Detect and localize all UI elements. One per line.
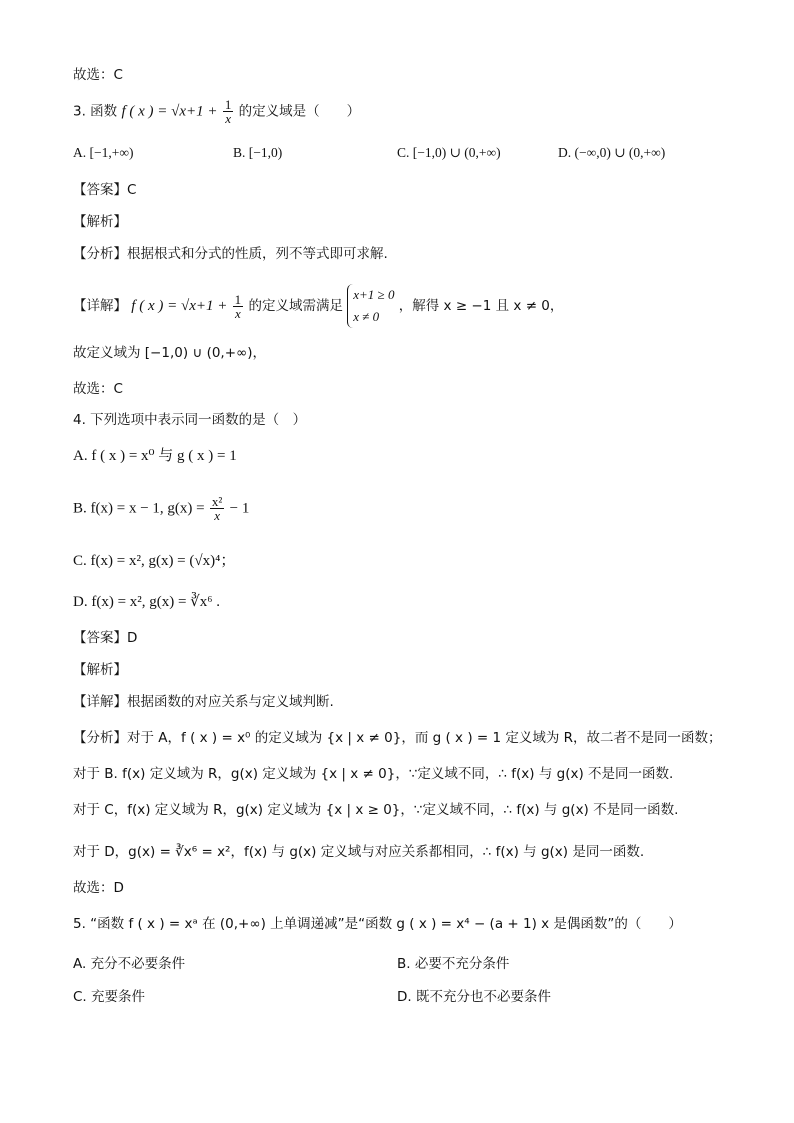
question-3-choice: 故选：C [73,381,123,397]
question-4-analysis-c: 对于 C，f(x) 定义域为 R，g(x) 定义域为 {x | x ≥ 0}，∵定义域不同，∴ f(x) 与 g(x) 不是同一函数. [73,802,679,818]
detail-result: ，解得 x ≥ −1 且 x ≠ 0， [398,298,564,314]
question-4-detail: 【详解】根据函数的对应关系与定义域判断. [73,694,334,710]
detail-label: 【详解】 [73,298,127,314]
question-3-number: 3. 函数 [73,103,118,120]
question-4-option-b [73,495,249,522]
detail-condition-text: 的定义域需满足 [248,298,343,314]
question-4-analysis-a: 【分析】对于 A，f ( x ) = x⁰ 的定义域为 {x | x ≠ 0}，而 g ( x ) = 1 定义域为 R，故二者不是同一函数； [73,730,722,746]
fraction-numerator: 1 [224,97,232,112]
question-3-analysis: 【分析】根据根式和分式的性质，列不等式即可求解. [73,246,388,262]
inequality-row-2: x ≠ 0 [353,309,380,324]
question-4-choice: 故选：D [73,880,124,896]
question-4-stem: 4. 下列选项中表示同一函数的是（ ） [73,412,307,428]
question-3-option-d: D. (−∞,0) ∪ (0,+∞) [558,145,666,160]
fraction-numerator: x² [211,494,223,509]
question-4-option-d: D. f(x) = x², g(x) = ∛x⁶ . [73,594,221,610]
question-4-analysis-b: 对于 B. f(x) 定义域为 R，g(x) 定义域为 {x | x ≠ 0}，∵定义域不同，∴ f(x) 与 g(x) 不是同一函数. [73,766,674,782]
option-b-tail: − 1 [229,500,250,517]
question-4-analysis-d: 对于 D，g(x) = ∛x⁶ = x²，f(x) 与 g(x) 定义域与对应关系都相同，∴ f(x) 与 g(x) 是同一函数. [73,844,645,860]
fraction-denominator: x [225,111,231,126]
question-5-option-d: D. 既不充分也不必要条件 [397,989,551,1005]
question-4-answer: 【答案】D [73,630,138,646]
inequality-system [347,284,394,328]
question-3-fraction [223,98,234,125]
question-5-option-a: A. 充分不必要条件 [73,956,186,972]
detail-fraction [233,293,244,320]
question-4-analysis-heading: 【解析】 [73,662,127,678]
fraction-numerator: 1 [234,291,242,307]
question-5-option-b: B. 必要不充分条件 [397,956,510,972]
question-3-option-c: C. [−1,0) ∪ (0,+∞) [397,145,501,160]
detail-function: f ( x ) = √x+1 + [131,298,228,314]
prev-answer-line: 故选：C [73,67,123,83]
question-3-analysis-heading: 【解析】 [73,214,127,230]
fraction-denominator: x [214,508,220,523]
question-4-option-a: A. f ( x ) = x⁰ 与 g ( x ) = 1 [73,448,237,464]
option-b-fraction [210,495,224,522]
question-4-option-c: C. f(x) = x², g(x) = (√x)⁴； [73,553,236,569]
question-3-domain: 故定义域为 [−1,0) ∪ (0,+∞)， [73,345,267,361]
question-3-option-a: A. [−1,+∞) [73,145,134,160]
option-b-expression: B. f(x) = x − 1, g(x) = [73,500,205,517]
question-3-detail [73,284,563,328]
inequality-row-1: x+1 ≥ 0 [353,287,395,302]
question-3-stem [73,98,360,125]
question-3-function: f ( x ) = √x+1 + [121,103,218,120]
question-3-option-b: B. [−1,0) [233,145,283,160]
question-5-option-c: C. 充要条件 [73,989,146,1005]
question-3-tail: 的定义域是（ ） [238,103,361,120]
fraction-denominator: x [235,305,241,321]
question-5-stem: 5. “函数 f ( x ) = xᵃ 在 (0,+∞) 上单调递减”是“函数 g ( x ) = x⁴ − (a + 1) x 是偶函数”的（ ） [73,916,682,932]
question-3-answer: 【答案】C [73,182,137,198]
